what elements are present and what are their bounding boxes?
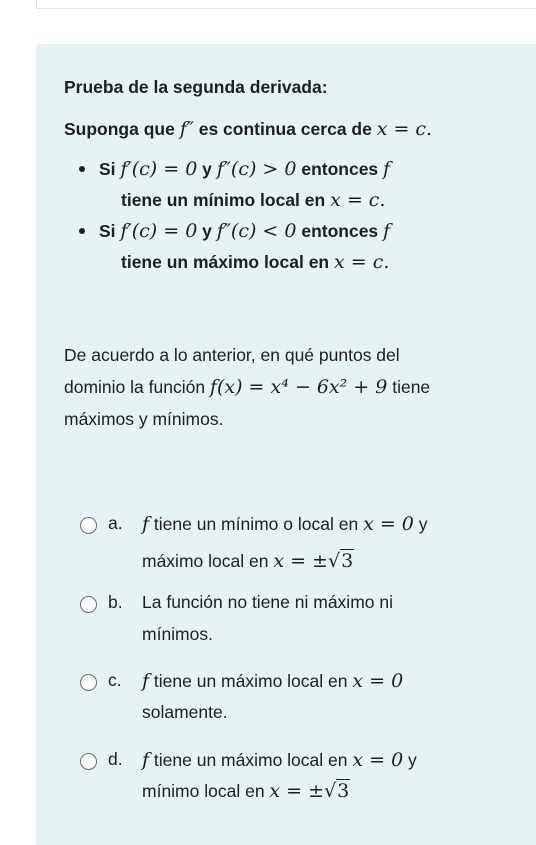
bullet-math: f′(c) = 0 [120, 220, 198, 242]
radio-button-d[interactable] [80, 753, 97, 770]
radio-button-a[interactable] [80, 517, 97, 534]
option-math: f [142, 513, 150, 535]
option-d-line-1 [142, 749, 417, 771]
bullet-text: entonces [296, 221, 384, 241]
hint-intro-text-2: es continua cerca de [193, 119, 377, 139]
option-math: x = 0 [352, 670, 404, 692]
option-text: y [403, 750, 417, 770]
bullet-math: f″(c) > 0 [216, 158, 297, 180]
question-line-1: De acuerdo a lo anterior, en qué puntos del [64, 345, 400, 365]
hint-intro-math: f″ [179, 118, 194, 140]
previous-card-edge [36, 0, 37, 8]
question-function-math: f(x) = x⁴ − 6x² + 9 [209, 376, 388, 398]
option-text: máximo local en [142, 551, 274, 571]
option-letter: c. [108, 670, 122, 690]
sqrt-icon: √3 [327, 550, 354, 572]
bullet-icon [79, 228, 85, 234]
sqrt-radicand: 3 [341, 550, 354, 572]
option-letter: a. [108, 513, 123, 533]
hint-intro [64, 118, 432, 140]
option-math: x = 0 [352, 749, 404, 771]
question-text: dominio la función [64, 377, 210, 397]
option-b-line-1: La función no tiene ni máximo ni [142, 592, 393, 612]
option-d-line-2 [142, 779, 350, 802]
sqrt-icon: √3 [324, 780, 350, 802]
option-a-line-1 [142, 513, 428, 535]
hint-bullet-1 [99, 158, 390, 180]
option-letter: d. [108, 749, 123, 769]
bullet-math: f [383, 158, 391, 180]
option-c-line-1 [142, 670, 403, 692]
option-math: x = ± [273, 550, 328, 572]
option-math: x = ± [269, 780, 325, 802]
option-c-line-2: solamente. [142, 702, 228, 722]
bullet-math: x = c. [330, 189, 386, 211]
bullet-math: x = c. [333, 251, 390, 273]
option-math: f [142, 749, 150, 771]
option-b-line-2: mínimos. [142, 624, 213, 644]
previous-card-bottom-border [36, 8, 536, 9]
bullet-text: y [197, 221, 217, 241]
question-text: tiene [387, 377, 431, 397]
bullet-math: f″(c) < 0 [216, 220, 297, 242]
question-line-3: máximos y mínimos. [64, 409, 224, 429]
hint-bullet-1-line-2 [121, 189, 385, 211]
option-text: mínimo local en [142, 781, 270, 801]
sqrt-radicand: 3 [337, 780, 350, 802]
option-text: tiene un máximo local en [149, 750, 353, 770]
radio-button-c[interactable] [80, 674, 97, 691]
bullet-text: entonces [296, 159, 384, 179]
option-text: y [413, 514, 428, 534]
option-text: tiene un máximo local en [149, 671, 353, 691]
option-text: tiene un mínimo o local en [149, 514, 364, 534]
hint-intro-text: Suponga que [64, 119, 175, 139]
option-letter: b. [108, 592, 123, 612]
bullet-text: y [197, 159, 217, 179]
hint-bullet-2-line-2 [121, 251, 389, 273]
hint-bullet-2 [99, 220, 390, 242]
bullet-math: f [383, 220, 391, 242]
question-line-2 [64, 376, 430, 398]
option-a-line-2 [142, 549, 354, 572]
option-math: x = 0 [363, 513, 414, 535]
bullet-text: Si [99, 221, 121, 241]
bullet-text: Si [99, 159, 121, 179]
radio-button-b[interactable] [80, 596, 97, 613]
bullet-icon [79, 166, 85, 172]
option-math: f [142, 670, 150, 692]
bullet-math: f′(c) = 0 [120, 158, 198, 180]
bullet-text: tiene un mínimo local en [121, 190, 331, 210]
hint-title: Prueba de la segunda derivada: [64, 77, 328, 97]
hint-intro-math-2: x = c. [376, 118, 433, 140]
bullet-text: tiene un máximo local en [121, 252, 334, 272]
